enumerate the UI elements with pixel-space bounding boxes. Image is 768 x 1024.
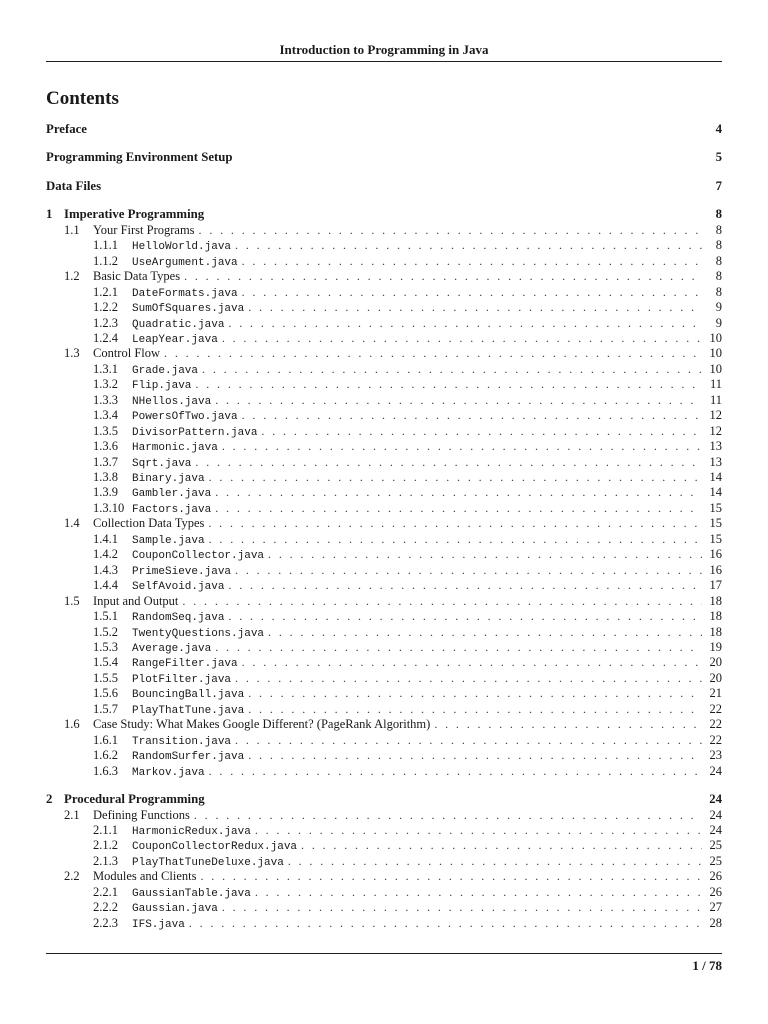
toc-entry-page: 13 <box>709 439 722 454</box>
toc-entry-number: 1.5.2 <box>93 624 118 639</box>
toc-dot-leader <box>215 485 702 500</box>
toc-entry-number: 1.3.10 <box>93 500 125 515</box>
toc-entry-number: 1.5.5 <box>93 670 118 685</box>
toc-entry-number: 1.2.3 <box>93 315 118 330</box>
toc-entry[interactable] <box>46 346 722 361</box>
toc-entry-title: Gambler.java <box>132 488 212 501</box>
toc-dot-leader <box>195 455 702 470</box>
toc-entry-title: Sqrt.java <box>132 457 192 470</box>
toc-entry[interactable] <box>46 455 722 470</box>
toc-entry-page: 15 <box>709 500 722 515</box>
toc-dot-leader <box>200 869 702 884</box>
toc-entry-title: Programming Environment Setup <box>46 150 233 165</box>
toc-entry-page: 15 <box>709 531 722 546</box>
toc-entry-page: 18 <box>709 609 722 624</box>
toc-entry[interactable] <box>46 655 722 670</box>
toc-entry-number: 1.3.8 <box>93 470 118 484</box>
toc-entry-number: 1.4.4 <box>93 578 118 593</box>
toc-entry-number: 1.3.7 <box>93 454 118 469</box>
toc-dot-leader <box>235 671 702 686</box>
toc-entry-number: 1.3 <box>64 346 80 361</box>
toc-dot-leader <box>199 223 702 238</box>
toc-dot-leader <box>228 609 702 624</box>
footer-rule <box>46 953 722 954</box>
toc-entry-number: 1.5.6 <box>93 686 118 701</box>
toc-entry-number: 1.6.2 <box>93 748 118 763</box>
toc-entry[interactable] <box>46 916 722 931</box>
toc-entry[interactable] <box>46 408 722 423</box>
toc-entry-page: 17 <box>709 578 722 593</box>
toc-dot-leader <box>228 578 702 593</box>
toc-entry-page: 8 <box>715 253 722 268</box>
toc-entry-page: 10 <box>709 346 722 361</box>
toc-entry-page: 16 <box>709 547 722 562</box>
toc-dot-leader <box>228 316 702 331</box>
toc-entry-page: 27 <box>709 900 722 915</box>
toc-entry-title: DivisorPattern.java <box>132 426 258 439</box>
toc-entry[interactable] <box>46 207 722 222</box>
toc-entry-number: 2.2 <box>64 869 80 884</box>
toc-entry-number: 1.4.3 <box>93 562 118 577</box>
toc-entry-number: 1.4 <box>64 516 80 531</box>
toc-entry-number: 1.5.4 <box>93 655 118 670</box>
toc-entry[interactable] <box>46 439 722 454</box>
toc-entry[interactable] <box>46 501 722 516</box>
toc-entry-title: BouncingBall.java <box>132 689 245 702</box>
toc-dot-leader <box>222 900 702 915</box>
toc-dot-leader <box>215 640 702 655</box>
toc-entry-title: Binary.java <box>132 473 205 485</box>
toc-entry[interactable] <box>46 823 722 838</box>
toc-entry-page: 8 <box>715 238 722 253</box>
toc-entry[interactable] <box>46 377 722 392</box>
toc-entry[interactable] <box>46 717 722 732</box>
toc-entry[interactable] <box>46 594 722 609</box>
contents-heading: Contents <box>46 88 119 109</box>
toc-dot-leader <box>215 393 702 408</box>
toc-dot-leader <box>261 424 702 439</box>
toc-entry-page: 23 <box>709 748 722 763</box>
toc-entry-page: 22 <box>709 701 722 716</box>
toc-entry[interactable] <box>46 547 722 562</box>
toc-entry-page: 11 <box>709 392 722 407</box>
toc-entry[interactable] <box>46 393 722 408</box>
toc-entry-number: 1.3.3 <box>93 392 118 407</box>
header-rule <box>46 61 722 62</box>
toc-entry-title: Procedural Programming <box>64 792 205 806</box>
toc-entry[interactable] <box>46 516 722 531</box>
toc-entry[interactable] <box>46 179 722 194</box>
toc-entry[interactable] <box>46 686 722 701</box>
toc-entry[interactable] <box>46 900 722 915</box>
toc-entry-number: 2.2.1 <box>93 884 118 899</box>
toc-entry-title: Transition.java <box>132 735 232 748</box>
toc-entry-number: 2.2.3 <box>93 915 118 930</box>
toc-entry[interactable] <box>46 300 722 315</box>
toc-entry-title: SumOfSquares.java <box>132 303 245 315</box>
toc-dot-leader <box>235 733 702 748</box>
toc-entry-number: 2.1.3 <box>93 853 118 868</box>
toc-entry-page: 25 <box>709 853 722 868</box>
toc-entry[interactable] <box>46 764 722 779</box>
toc-entry-title: Imperative Programming <box>64 207 205 222</box>
toc-entry[interactable] <box>46 808 722 823</box>
toc-entry-page: 4 <box>715 122 722 136</box>
toc-dot-leader <box>222 439 702 454</box>
toc-dot-leader <box>164 346 702 361</box>
toc-entry-title: IFS.java <box>132 918 185 931</box>
toc-entry[interactable] <box>46 854 722 869</box>
toc-entry-title: Quadratic.java <box>132 318 225 331</box>
toc-dot-leader <box>301 838 702 853</box>
toc-entry-title: NHellos.java <box>132 395 212 408</box>
toc-dot-leader <box>242 285 702 300</box>
toc-entry-page: 10 <box>709 361 722 376</box>
toc-entry-title: HelloWorld.java <box>132 241 232 254</box>
toc-entry-page: 28 <box>709 915 722 930</box>
toc-dot-leader <box>209 532 702 547</box>
toc-entry-title: PlayThatTuneDeluxe.java <box>132 856 284 869</box>
toc-entry-page: 18 <box>709 624 722 639</box>
toc-entry[interactable] <box>46 640 722 655</box>
toc-entry-number: 1.2.4 <box>93 330 118 345</box>
toc-entry-title: Gaussian.java <box>132 903 218 916</box>
toc-entry-page: 9 <box>715 315 722 330</box>
toc-dot-leader <box>222 331 702 346</box>
toc-entry-title: Average.java <box>132 643 212 655</box>
toc-dot-leader <box>242 655 702 670</box>
toc-dot-leader <box>182 594 702 609</box>
toc-entry[interactable] <box>46 223 722 238</box>
toc-entry-title: Modules and Clients <box>93 869 197 884</box>
toc-entry-title: Case Study: What Makes Google Different? (PageRank Algorithm) <box>93 717 431 732</box>
toc-entry-number: 1.3.4 <box>93 408 118 423</box>
toc-entry-page: 20 <box>709 670 722 685</box>
toc-dot-leader <box>215 501 702 516</box>
toc-entry-title: RandomSeq.java <box>132 612 225 625</box>
toc-entry[interactable] <box>46 885 722 900</box>
toc-entry-title: CouponCollectorRedux.java <box>132 841 298 854</box>
toc-entry[interactable] <box>46 609 722 624</box>
toc-entry-page: 8 <box>715 269 722 284</box>
toc-entry-page: 9 <box>715 300 722 314</box>
toc-dot-leader <box>195 377 702 392</box>
toc-entry-page: 8 <box>715 284 722 299</box>
toc-entry[interactable] <box>46 331 722 346</box>
toc-entry[interactable] <box>46 563 722 578</box>
toc-entry[interactable] <box>46 269 722 284</box>
toc-entry[interactable] <box>46 122 722 137</box>
toc-entry-title: Collection Data Types <box>93 516 205 531</box>
toc-entry[interactable] <box>46 238 722 253</box>
toc-entry-title: Harmonic.java <box>132 442 218 455</box>
toc-entry[interactable] <box>46 671 722 686</box>
toc-entry-page: 7 <box>715 178 722 193</box>
toc-entry-title: Your First Programs <box>93 222 195 237</box>
toc-entry-title: DateFormats.java <box>132 287 238 300</box>
toc-dot-leader <box>248 686 702 701</box>
toc-entry-title: PlayThatTune.java <box>132 704 245 717</box>
toc-entry-number: 1.5.3 <box>93 640 118 654</box>
toc-entry-number: 1 <box>46 207 53 222</box>
toc-entry-title: Factors.java <box>132 503 212 516</box>
toc-entry-title: PrimeSieve.java <box>132 565 232 578</box>
toc-entry-number: 1.3.6 <box>93 439 118 454</box>
toc-dot-leader <box>288 854 702 869</box>
toc-dot-leader <box>235 238 702 253</box>
toc-entry-page: 18 <box>709 593 722 608</box>
toc-dot-leader <box>194 808 702 823</box>
toc-entry-number: 1.3.5 <box>93 423 118 438</box>
toc-entry-page: 26 <box>709 869 722 884</box>
toc-entry-title: SelfAvoid.java <box>132 581 225 594</box>
toc-entry-title: RandomSurfer.java <box>132 751 245 764</box>
toc-entry-page: 8 <box>715 207 722 222</box>
toc-entry-page: 24 <box>709 763 722 778</box>
toc-entry-number: 1.1.1 <box>93 238 118 253</box>
toc-entry[interactable] <box>46 150 722 165</box>
toc-entry-number: 1.6.1 <box>93 732 118 747</box>
toc-entry[interactable] <box>46 869 722 884</box>
toc-dot-leader <box>242 408 702 423</box>
toc-entry-number: 1.2.2 <box>93 300 118 314</box>
toc-entry-number: 1.3.2 <box>93 377 118 392</box>
toc-entry-page: 14 <box>709 470 722 484</box>
toc-entry-number: 1.4.1 <box>93 531 118 546</box>
toc-entry[interactable] <box>46 702 722 717</box>
toc-dot-leader <box>184 269 702 284</box>
toc-entry-number: 1.1.2 <box>93 253 118 268</box>
toc-entry[interactable] <box>46 254 722 269</box>
toc-entry-number: 1.5 <box>64 593 80 608</box>
toc-entry-number: 1.5.1 <box>93 609 118 624</box>
toc-entry-title: Preface <box>46 122 87 136</box>
toc-entry-title: Defining Functions <box>93 807 190 822</box>
toc-entry-page: 24 <box>709 822 722 837</box>
toc-entry[interactable] <box>46 470 722 485</box>
toc-entry-number: 2.2.2 <box>93 900 118 915</box>
toc-entry-title: CouponCollector.java <box>132 550 265 563</box>
toc-entry-page: 25 <box>709 838 722 853</box>
toc-entry-title: Data Files <box>46 178 102 193</box>
toc-entry[interactable] <box>46 362 722 377</box>
toc-entry-page: 5 <box>715 150 722 165</box>
toc-dot-leader <box>242 254 702 269</box>
toc-dot-leader <box>189 916 702 931</box>
toc-entry-title: Input and Output <box>93 593 179 608</box>
toc-entry[interactable] <box>46 285 722 300</box>
toc-entry-title: Markov.java <box>132 766 205 779</box>
running-header-title: Introduction to Programming in Java <box>279 42 489 57</box>
toc-entry-title: Flip.java <box>132 380 192 393</box>
toc-entry-page: 24 <box>709 807 722 822</box>
toc-entry-number: 2.1 <box>64 807 80 822</box>
toc-entry-title: UseArgument.java <box>132 256 238 269</box>
toc-entry-page: 19 <box>709 640 722 654</box>
toc-dot-leader <box>248 702 702 717</box>
toc-entry-number: 1.2 <box>64 269 80 284</box>
toc-entry-number: 1.2.1 <box>93 284 118 299</box>
toc-dot-leader <box>248 748 702 763</box>
toc-dot-leader <box>255 885 702 900</box>
toc-dot-leader <box>255 823 702 838</box>
toc-entry[interactable] <box>46 838 722 853</box>
toc-dot-leader <box>235 563 702 578</box>
toc-entry-page: 10 <box>709 330 722 345</box>
toc-entry[interactable] <box>46 625 722 640</box>
toc-entry-page: 8 <box>715 222 722 237</box>
toc-entry-number: 1.5.7 <box>93 701 118 716</box>
toc-entry[interactable] <box>46 485 722 500</box>
toc-entry-page: 26 <box>709 884 722 899</box>
page-indicator: 1 / 78 <box>692 958 722 973</box>
toc-entry-page: 21 <box>709 686 722 701</box>
toc-dot-leader <box>208 516 702 531</box>
toc-entry[interactable] <box>46 792 722 807</box>
toc-entry-number: 2.1.1 <box>93 822 118 837</box>
toc-entry-number: 1.3.1 <box>93 361 118 376</box>
toc-entry-number: 1.1 <box>64 222 80 237</box>
toc-entry[interactable] <box>46 532 722 547</box>
toc-entry-page: 12 <box>709 423 722 438</box>
toc-entry-page: 24 <box>709 792 722 806</box>
toc-entry-title: GaussianTable.java <box>132 887 251 900</box>
toc-entry[interactable] <box>46 733 722 748</box>
toc-entry[interactable] <box>46 578 722 593</box>
toc-entry-title: TwentyQuestions.java <box>132 627 265 640</box>
toc-entry-number: 2.1.2 <box>93 838 118 853</box>
toc-entry-page: 20 <box>709 655 722 670</box>
toc-entry-page: 12 <box>709 408 722 423</box>
toc-entry-title: HarmonicRedux.java <box>132 825 251 838</box>
toc-dot-leader <box>202 362 702 377</box>
toc-entry-title: LeapYear.java <box>132 333 218 346</box>
toc-entry-number: 1.4.2 <box>93 547 118 562</box>
toc-dot-leader <box>268 625 702 640</box>
toc-entry-number: 1.6 <box>64 717 80 732</box>
toc-entry-number: 2 <box>46 792 53 806</box>
toc-entry-page: 14 <box>709 485 722 500</box>
toc-entry-title: Control Flow <box>93 346 161 361</box>
toc-entry-title: PowersOfTwo.java <box>132 411 238 424</box>
toc-entry-title: Basic Data Types <box>93 269 181 284</box>
toc-entry-page: 22 <box>709 717 722 732</box>
toc-entry-title: RangeFilter.java <box>132 658 238 671</box>
toc-entry-title: Grade.java <box>132 364 199 377</box>
toc-entry[interactable] <box>46 748 722 763</box>
toc-dot-leader <box>434 717 702 732</box>
toc-entry-page: 22 <box>709 732 722 747</box>
toc-dot-leader <box>209 470 702 485</box>
toc-entry-title: Sample.java <box>132 534 205 547</box>
toc-entry-number: 1.3.9 <box>93 485 118 500</box>
toc-entry-page: 13 <box>709 454 722 469</box>
toc-entry-number: 1.6.3 <box>93 763 118 778</box>
toc-entry-title: PlotFilter.java <box>132 673 232 686</box>
toc-entry-page: 16 <box>709 562 722 577</box>
toc-entry-page: 11 <box>709 377 722 392</box>
toc-dot-leader <box>209 764 702 779</box>
toc-entry-page: 15 <box>709 516 722 531</box>
toc-dot-leader <box>248 300 702 315</box>
toc-dot-leader <box>268 547 702 562</box>
toc-entry[interactable] <box>46 316 722 331</box>
toc-entry[interactable] <box>46 424 722 439</box>
